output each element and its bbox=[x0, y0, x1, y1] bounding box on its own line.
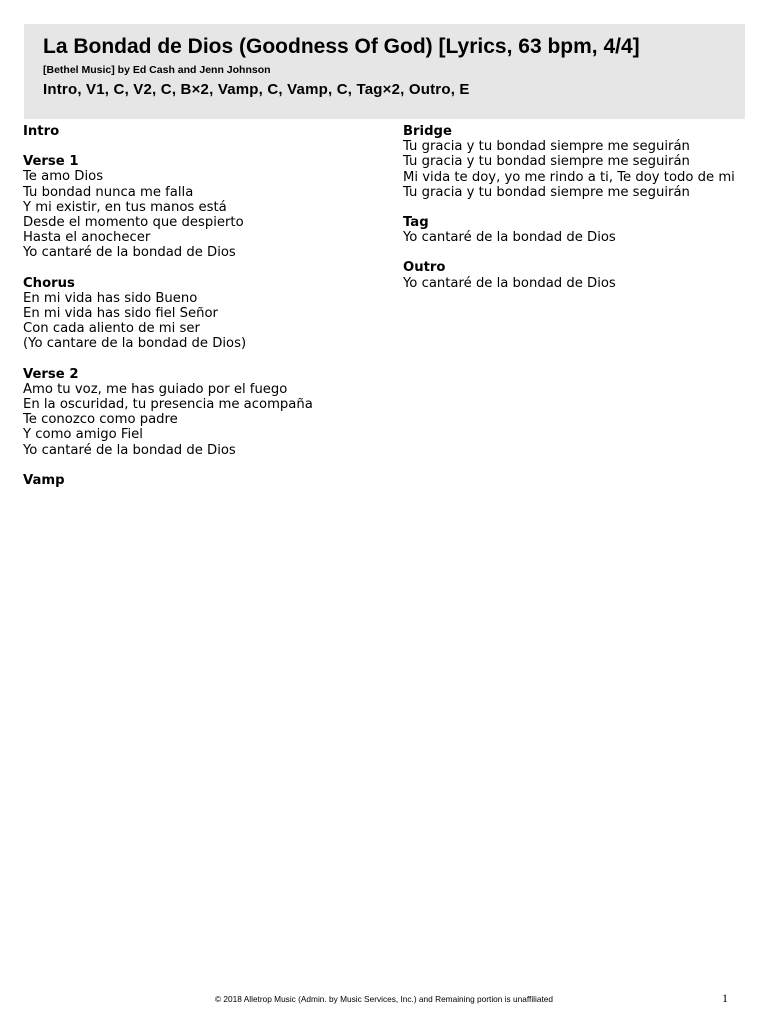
lyric-line: Yo cantaré de la bondad de Dios bbox=[403, 275, 616, 291]
lyric-line: Tu bondad nunca me falla bbox=[23, 184, 194, 200]
song-authors: [Bethel Music] by Ed Cash and Jenn Johnson bbox=[43, 64, 271, 76]
song-header bbox=[24, 24, 745, 119]
section-heading: Verse 2 bbox=[23, 366, 79, 382]
section-heading: Intro bbox=[23, 124, 60, 139]
lyric-line: Tu gracia y tu bondad siempre me seguirán bbox=[403, 139, 690, 155]
lyric-section bbox=[403, 215, 748, 245]
lyric-section bbox=[403, 124, 748, 200]
lyric-section bbox=[23, 276, 383, 352]
lyric-line: Tu gracia y tu bondad siempre me seguirán bbox=[403, 154, 690, 170]
page-number: 1 bbox=[722, 991, 728, 1005]
section-heading: Chorus bbox=[23, 275, 75, 291]
lyric-section bbox=[23, 473, 383, 488]
lyric-line: Yo cantaré de la bondad de Dios bbox=[23, 245, 236, 261]
lyric-line: Y como amigo Fiel bbox=[23, 427, 143, 443]
lyric-line: Con cada aliento de mi ser bbox=[23, 321, 200, 337]
section-heading: Outro bbox=[403, 260, 446, 276]
lyric-line: Amo tu voz, me has guiado por el fuego bbox=[23, 381, 288, 397]
section-heading: Vamp bbox=[23, 472, 65, 488]
section-heading: Verse 1 bbox=[23, 154, 79, 170]
lyric-line: Desde el momento que despierto bbox=[23, 215, 244, 231]
lyric-line: Yo cantaré de la bondad de Dios bbox=[403, 230, 616, 246]
lyric-section bbox=[23, 154, 383, 260]
lyric-section bbox=[403, 260, 748, 290]
lyrics-column-left bbox=[23, 124, 383, 503]
section-heading: Tag bbox=[403, 215, 429, 231]
copyright-footer: © 2018 Alletrop Music (Admin. by Music Services, Inc.) and Remaining portion is unaffiliated bbox=[215, 994, 553, 1004]
lyric-line: En mi vida has sido Bueno bbox=[23, 290, 198, 306]
lyric-line: Yo cantaré de la bondad de Dios bbox=[23, 442, 236, 458]
lyrics-column-right bbox=[403, 124, 748, 306]
lyric-line: (Yo cantare de la bondad de Dios) bbox=[23, 336, 247, 352]
song-flow: Intro, V1, C, V2, C, B×2, Vamp, C, Vamp, C, Tag×2, Outro, E bbox=[43, 81, 470, 98]
lyric-line: En la oscuridad, tu presencia me acompaña bbox=[23, 397, 313, 413]
lyric-line: En mi vida has sido fiel Señor bbox=[23, 306, 218, 322]
lyric-line: Tu gracia y tu bondad siempre me seguirán bbox=[403, 184, 690, 200]
section-heading: Bridge bbox=[403, 124, 452, 139]
lyric-section bbox=[23, 124, 383, 139]
lyric-line: Te conozco como padre bbox=[23, 412, 178, 428]
lyric-section bbox=[23, 367, 383, 458]
lyric-line: Mi vida te doy, yo me rindo a ti, Te doy todo de mi bbox=[403, 169, 735, 185]
song-title: La Bondad de Dios (Goodness Of God) [Lyrics, 63 bpm, 4/4] bbox=[43, 35, 640, 58]
lyric-line: Hasta el anochecer bbox=[23, 230, 151, 246]
lyric-line: Te amo Dios bbox=[23, 169, 104, 185]
lyric-line: Y mi existir, en tus manos está bbox=[23, 199, 227, 215]
